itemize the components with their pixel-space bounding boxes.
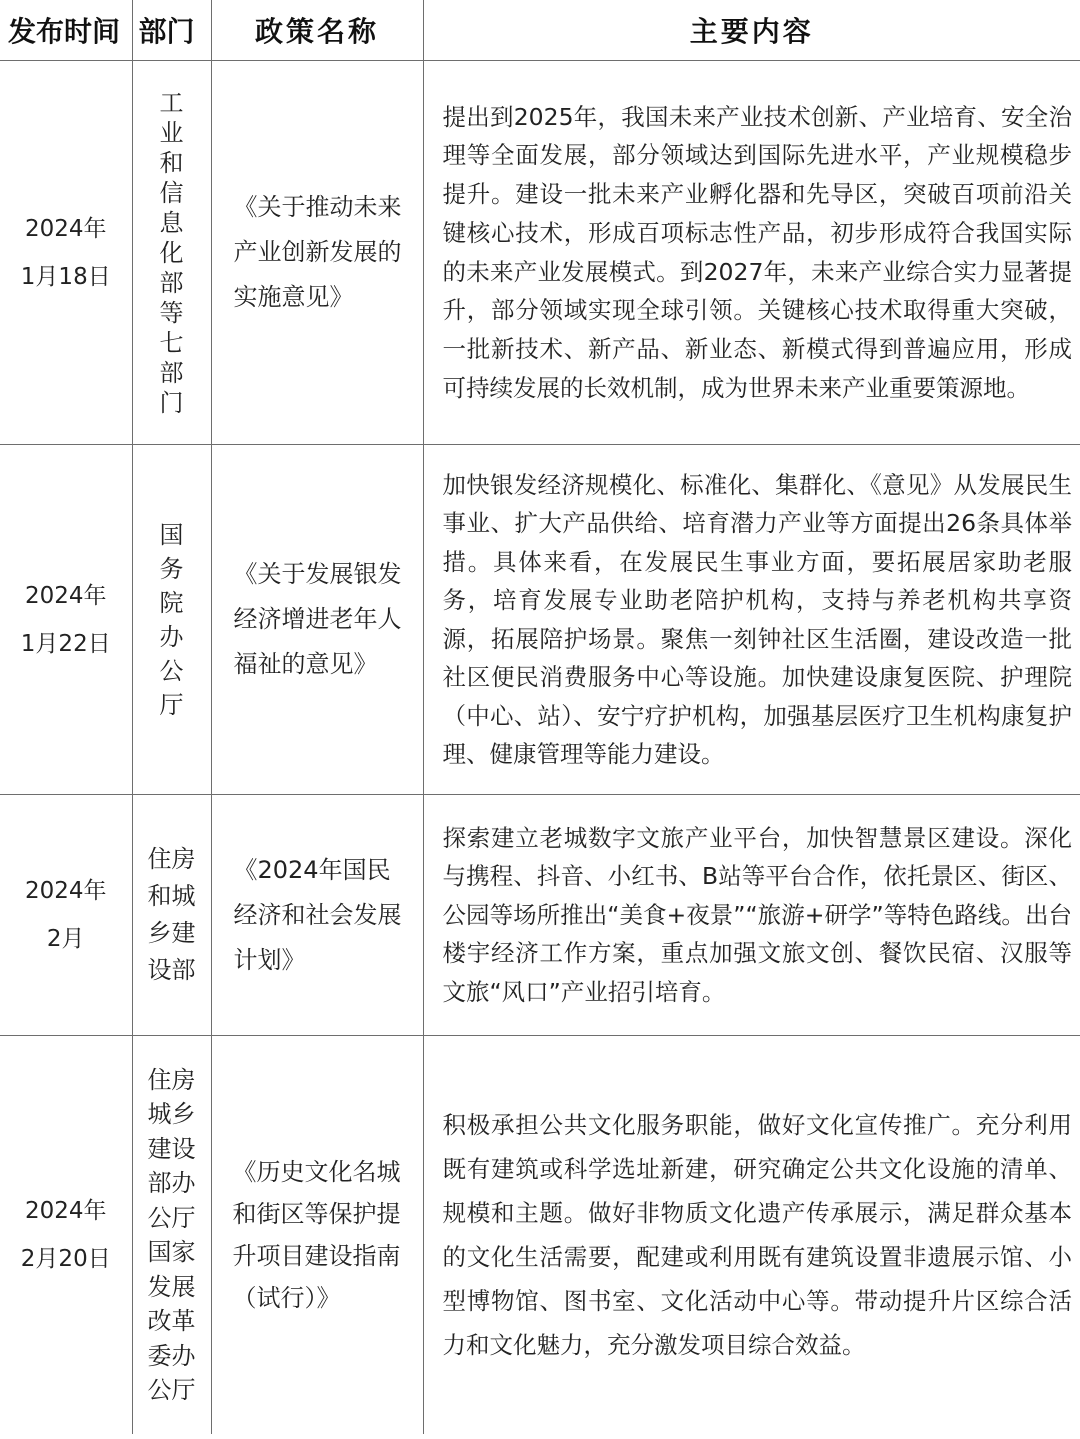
date-year: 2024年 <box>24 1198 107 1224</box>
date-day: 2月20日 <box>20 1246 111 1272</box>
department-text: 国务院办公厅 <box>159 520 184 719</box>
content-cell: 加快银发经济规模化、标准化、集群化、《意见》从发展民生事业、扩大产品供给、培育潜力产业等方面提出26条具体举措。具体来看，在发展民生事业方面，要拓展居家助老服务，培育发展专业助老陪护机构，支持与养老机构共享资源，拓展陪护场景。聚焦一刻钟社区生活圈，建设改造一批社区便民消费服务中心等设施。加快建设康复医院、护理院（中心、站）、安宁疗护机构，加强基层医疗卫生机构康复护理、健康管理等能力建设。 <box>423 445 1080 795</box>
department-cell <box>132 795 211 1036</box>
policy-cell: 《关于发展银发经济增进老年人福祉的意见》 <box>211 445 423 795</box>
content-cell: 探索建立老城数字文旅产业平台，加快智慧景区建设。深化与携程、抖音、小红书、B站等平台合作，依托景区、街区、公园等场所推出“美食+夜景”“旅游+研学”等特色路线。出台楼宇经济工作方案，重点加强文旅文创、餐饮民宿、汉服等文旅“风口”产业招引培育。 <box>423 795 1080 1036</box>
department-text: 住房城乡建设部办公厅国家发展改革委办公厅 <box>147 1065 196 1404</box>
date-year: 2024年 <box>24 878 107 904</box>
date-day: 1月18日 <box>20 263 111 290</box>
policy-cell: 《关于推动未来产业创新发展的实施意见》 <box>211 61 423 445</box>
header-date: 发布时间 <box>0 0 132 61</box>
policy-cell: 《2024年国民经济和社会发展计划》 <box>211 795 423 1036</box>
table-row <box>0 1036 1080 1435</box>
date-day: 2月 <box>46 926 85 952</box>
date-cell <box>0 1036 132 1435</box>
table-row <box>0 61 1080 445</box>
department-cell <box>132 61 211 445</box>
header-policy: 政策名称 <box>211 0 423 61</box>
department-text: 工业和信息化部等七部门 <box>159 88 184 417</box>
policy-cell: 《历史文化名城和街区等保护提升项目建设指南（试行）》 <box>211 1036 423 1435</box>
header-department: 部门 <box>132 0 211 61</box>
table-row <box>0 795 1080 1036</box>
date-year: 2024年 <box>24 215 107 242</box>
header-content: 主要内容 <box>423 0 1080 61</box>
date-day: 1月22日 <box>20 630 111 657</box>
department-cell <box>132 445 211 795</box>
table-header-row <box>0 0 1080 61</box>
date-cell <box>0 795 132 1036</box>
table-row <box>0 445 1080 795</box>
department-cell <box>132 1036 211 1435</box>
content-cell: 提出到2025年，我国未来产业技术创新、产业培育、安全治理等全面发展，部分领域达到国际先进水平，产业规模稳步提升。建设一批未来产业孵化器和先导区，突破百项前沿关键核心技术，形成百项标志性产品，初步形成符合我国实际的未来产业发展模式。到2027年，未来产业综合实力显著提升，部分领域实现全球引领。关键核心技术取得重大突破，一批新技术、新产品、新业态、新模式得到普遍应用，形成可持续发展的长效机制，成为世界未来产业重要策源地。 <box>423 61 1080 445</box>
content-cell: 积极承担公共文化服务职能，做好文化宣传推广。充分利用既有建筑或科学选址新建，研究确定公共文化设施的清单、规模和主题。做好非物质文化遗产传承展示，满足群众基本的文化生活需要，配建或利用既有建筑设置非遗展示馆、小型博物馆、图书室、文化活动中心等。带动提升片区综合活力和文化魅力，充分激发项目综合效益。 <box>423 1036 1080 1435</box>
department-text: 住房和城乡建设部 <box>147 845 196 984</box>
date-year: 2024年 <box>24 582 107 609</box>
date-cell <box>0 445 132 795</box>
date-cell <box>0 61 132 445</box>
